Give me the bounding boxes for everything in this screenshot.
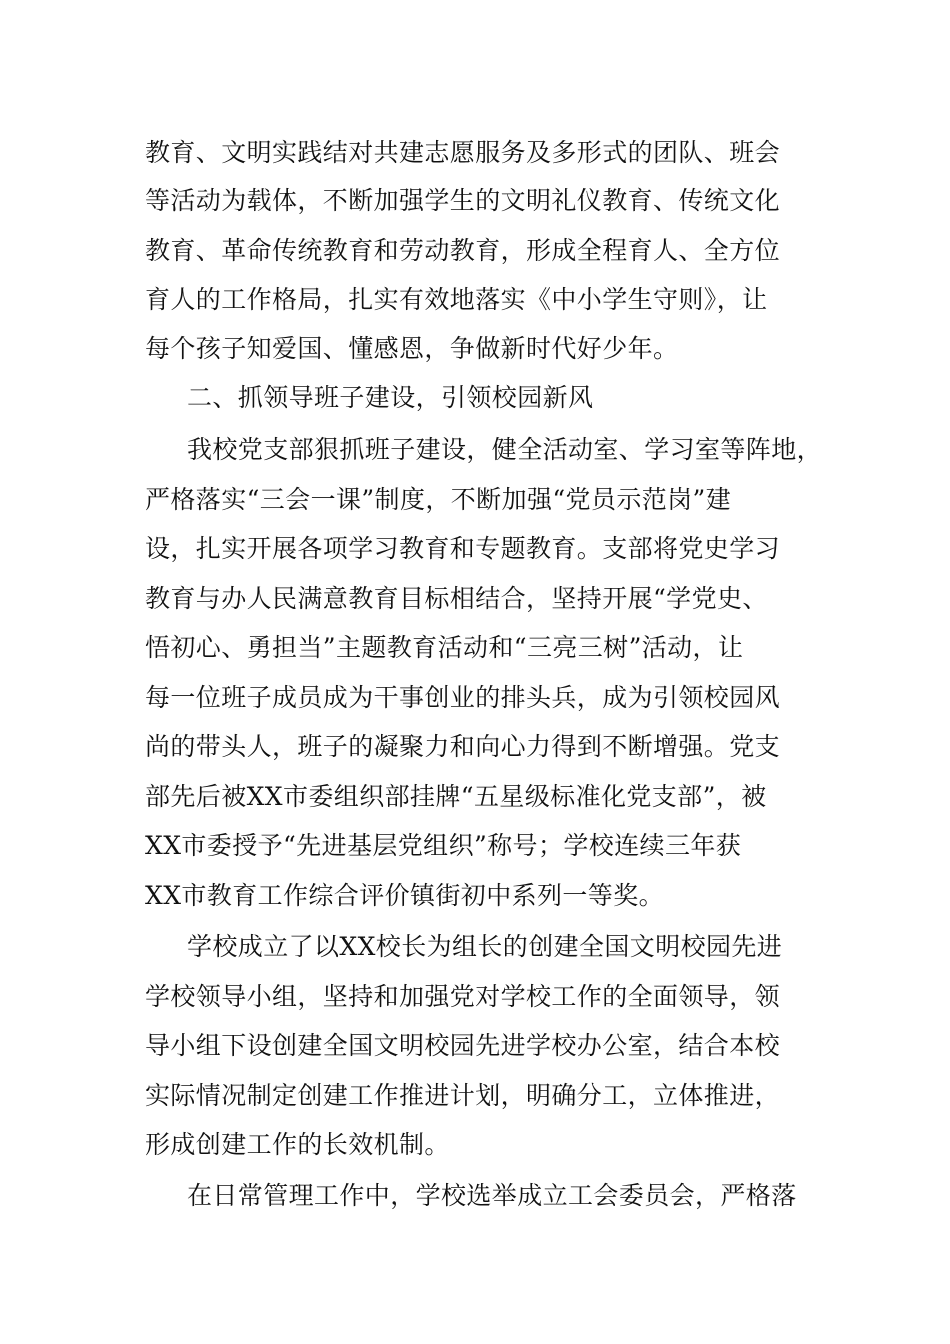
text-line-4: 育人的工作格局，扎实有效地落实《中小学生守则》，让 <box>145 285 768 314</box>
section-heading: 二、抓领导班子建设，引领校园新风 <box>187 383 594 412</box>
text-line-11: 悟初心、勇担当”主题教育活动和“三亮三树”活动，让 <box>145 633 744 662</box>
text-line-18: 学校领导小组，坚持和加强党对学校工作的全面领导，领 <box>145 982 781 1011</box>
text-line-1: 教育、文明实践结对共建志愿服务及多形式的团队、班会 <box>145 138 781 167</box>
text-line-2: 等活动为载体，不断加强学生的文明礼仪教育、传统文化 <box>145 186 781 215</box>
text-line-5: 每个孩子知爱国、懂感恩，争做新时代好少年。 <box>145 334 679 363</box>
text-line-8: 严格落实“三会一课”制度，不断加强“党员示范岗”建 <box>145 485 732 514</box>
text-line-21: 形成创建工作的长效机制。 <box>145 1130 450 1159</box>
text-line-20: 实际情况制定创建工作推进计划，明确分工，立体推进， <box>145 1081 781 1110</box>
text-line-16: XX市教育工作综合评价镇街初中系列一等奖。 <box>145 881 664 910</box>
text-line-17: 学校成立了以XX校长为组长的创建全国文明校园先进 <box>187 932 783 961</box>
text-line-14: 部先后被XX市委组织部挂牌“五星级标准化党支部”，被 <box>145 782 767 811</box>
text-line-13: 尚的带头人，班子的凝聚力和向心力得到不断增强。党支 <box>145 732 781 761</box>
text-line-12: 每一位班子成员成为干事创业的排头兵，成为引领校园风 <box>145 683 781 712</box>
text-line-7: 我校党支部狠抓班子建设，健全活动室、学习室等阵地， <box>187 435 823 464</box>
text-line-15: XX市委授予“先进基层党组织”称号；学校连续三年获 <box>145 831 742 860</box>
text-line-19: 导小组下设创建全国文明校园先进学校办公室，结合本校 <box>145 1031 781 1060</box>
text-line-9: 设，扎实开展各项学习教育和专题教育。支部将党史学习 <box>145 534 781 563</box>
text-line-22: 在日常管理工作中，学校选举成立工会委员会，严格落 <box>187 1181 797 1210</box>
text-line-10: 教育与办人民满意教育目标相结合，坚持开展“学党史、 <box>145 584 768 613</box>
text-line-3: 教育、革命传统教育和劳动教育，形成全程育人、全方位 <box>145 236 781 265</box>
